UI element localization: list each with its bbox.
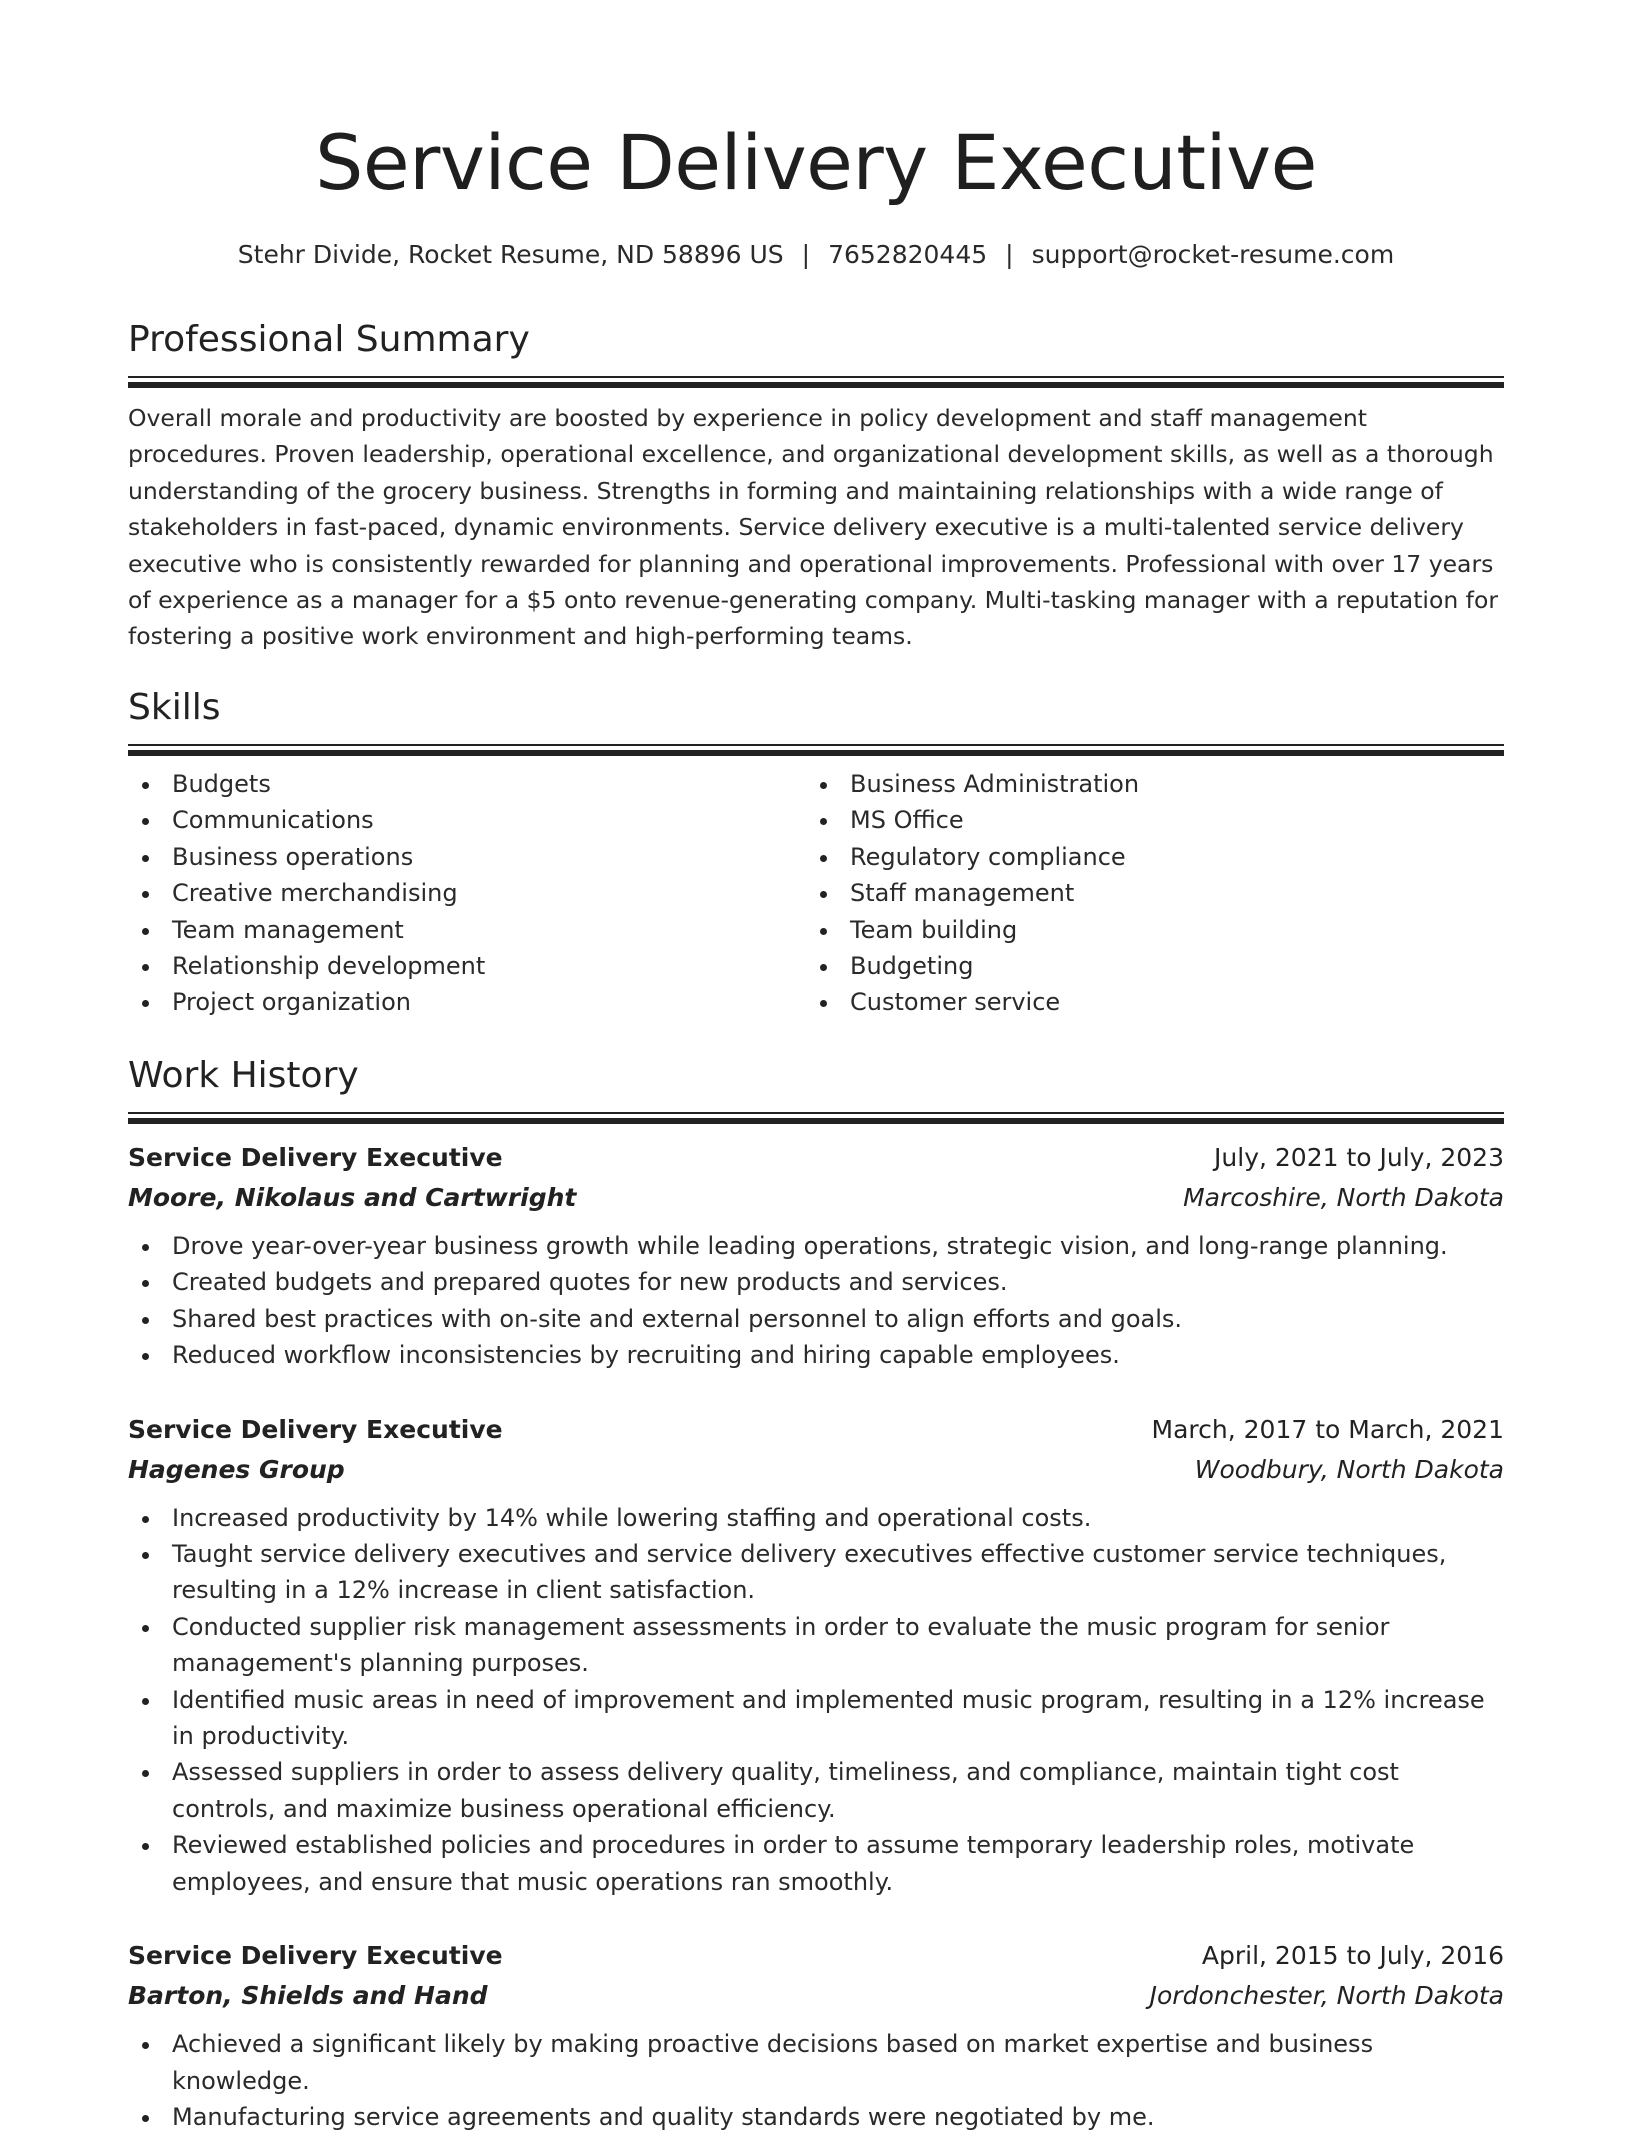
list-item: Reduced workflow inconsistencies by recruiting and hiring capable employees. [128, 1337, 1504, 1373]
section-divider [128, 376, 1504, 388]
skills-list-left [128, 766, 806, 1021]
contact-separator: | [1005, 240, 1014, 269]
list-item: Reviewed established policies and procedures in order to assume temporary leadership roles, motivate employees, and ensure that music operations ran smoothly. [128, 1827, 1504, 1900]
skills-list-right [806, 766, 1484, 1021]
job-subheader-row [128, 1976, 1504, 2016]
job-dates: July, 2021 to July, 2023 [1214, 1143, 1504, 1172]
list-item: Conducted supplier risk management assessments in order to evaluate the music program for senior management's planning purposes. [128, 1609, 1504, 1682]
job-header-row [128, 1410, 1504, 1450]
contact-separator: | [801, 240, 811, 269]
list-item: Shared best practices with on-site and external personnel to align efforts and goals. [128, 1301, 1504, 1337]
contact-address: Stehr Divide, Rocket Resume, ND 58896 US [237, 240, 784, 269]
list-item: Budgeting [806, 948, 1484, 984]
skills-grid [128, 766, 1504, 1021]
job-dates: April, 2015 to July, 2016 [1201, 1941, 1504, 1971]
list-item: Regulatory compliance [806, 839, 1484, 875]
contact-phone: 7652820445 [828, 240, 988, 269]
list-item: Creative merchandising [128, 875, 806, 911]
job-entry [128, 1410, 1504, 1900]
job-bullets [128, 1500, 1504, 1900]
list-item: Identified music areas in need of improvement and implemented music program, resulting in a 12% increase in productivity. [128, 1682, 1504, 1755]
job-company: Moore, Nikolaus and Cartwright [128, 1183, 577, 1212]
list-item: Team management [128, 912, 806, 948]
job-title: Service Delivery Executive [128, 1414, 503, 1444]
job-location: Marcoshire, North Dakota [1183, 1183, 1504, 1212]
work-history-heading: Work History [128, 1055, 359, 1096]
job-header-row [128, 1138, 1504, 1178]
list-item: Created budgets and prepared quotes for new products and services. [128, 1264, 1504, 1300]
list-item: Communications [128, 802, 806, 838]
list-item: Achieved a significant likely by making proactive decisions based on market expertise and business knowledge. [128, 2026, 1504, 2099]
list-item: Customer service [806, 984, 1484, 1020]
job-subheader-row [128, 1450, 1504, 1490]
list-item: Business operations [128, 839, 806, 875]
job-header-row [128, 1936, 1504, 1976]
job-list [128, 1138, 1504, 2135]
list-item: MS Office [806, 802, 1484, 838]
job-location: Woodbury, North Dakota [1194, 1454, 1504, 1484]
work-history-section [128, 1054, 1504, 2135]
page-title: Service Delivery Executive [315, 118, 1317, 207]
job-dates: March, 2017 to March, 2021 [1151, 1414, 1504, 1444]
section-divider [128, 1112, 1504, 1124]
section-divider [128, 744, 1504, 756]
list-item: Increased productivity by 14% while lowering staffing and operational costs. [128, 1500, 1504, 1536]
job-bullets [128, 1228, 1504, 1374]
contact-line [128, 240, 1504, 269]
list-item: Staff management [806, 875, 1484, 911]
list-item: Taught service delivery executives and service delivery executives effective customer service techniques, resulting in a 12% increase in client satisfaction. [128, 1536, 1504, 1609]
list-item: Relationship development [128, 948, 806, 984]
summary-heading: Professional Summary [128, 319, 530, 360]
skills-section [128, 686, 1504, 1021]
list-item: Assessed suppliers in order to assess delivery quality, timeliness, and compliance, maintain tight cost controls, and maximize business operational efficiency. [128, 1754, 1504, 1827]
job-entry [128, 1138, 1504, 1374]
contact-email: support@rocket-resume.com [1031, 240, 1395, 269]
list-item: Manufacturing service agreements and quality standards were negotiated by me. [128, 2099, 1504, 2135]
list-item: Project organization [128, 984, 806, 1020]
skills-heading: Skills [128, 687, 221, 728]
job-company: Barton, Shields and Hand [128, 1981, 488, 2011]
job-subheader-row [128, 1178, 1504, 1218]
list-item: Business Administration [806, 766, 1484, 802]
job-company: Hagenes Group [128, 1454, 345, 1484]
job-title: Service Delivery Executive [128, 1941, 503, 1971]
job-title: Service Delivery Executive [128, 1143, 503, 1172]
job-entry [128, 1936, 1504, 2135]
list-item: Drove year-over-year business growth while leading operations, strategic vision, and long-range planning. [128, 1228, 1504, 1264]
summary-section [128, 318, 1504, 655]
list-item: Team building [806, 912, 1484, 948]
job-bullets [128, 2026, 1504, 2135]
summary-text: Overall morale and productivity are boosted by experience in policy development and staff management procedures. Proven leadership, operational excellence, and organizational development skills, as well as a thorough understanding of the grocery business. Strengths in forming and maintaining relationships with a wide range of stakeholders in fast-paced, dynamic environments. Service delivery executive is a multi-talented service delivery executive who is consistently rewarded for planning and operational improvements. Professional with over 17 years of experience as a manager for a $5 onto revenue-generating company. Multi-tasking manager with a reputation for fostering a positive work environment and high-performing teams. [128, 404, 1498, 651]
job-location: Jordonchester, North Dakota [1149, 1981, 1504, 2011]
list-item: Budgets [128, 766, 806, 802]
